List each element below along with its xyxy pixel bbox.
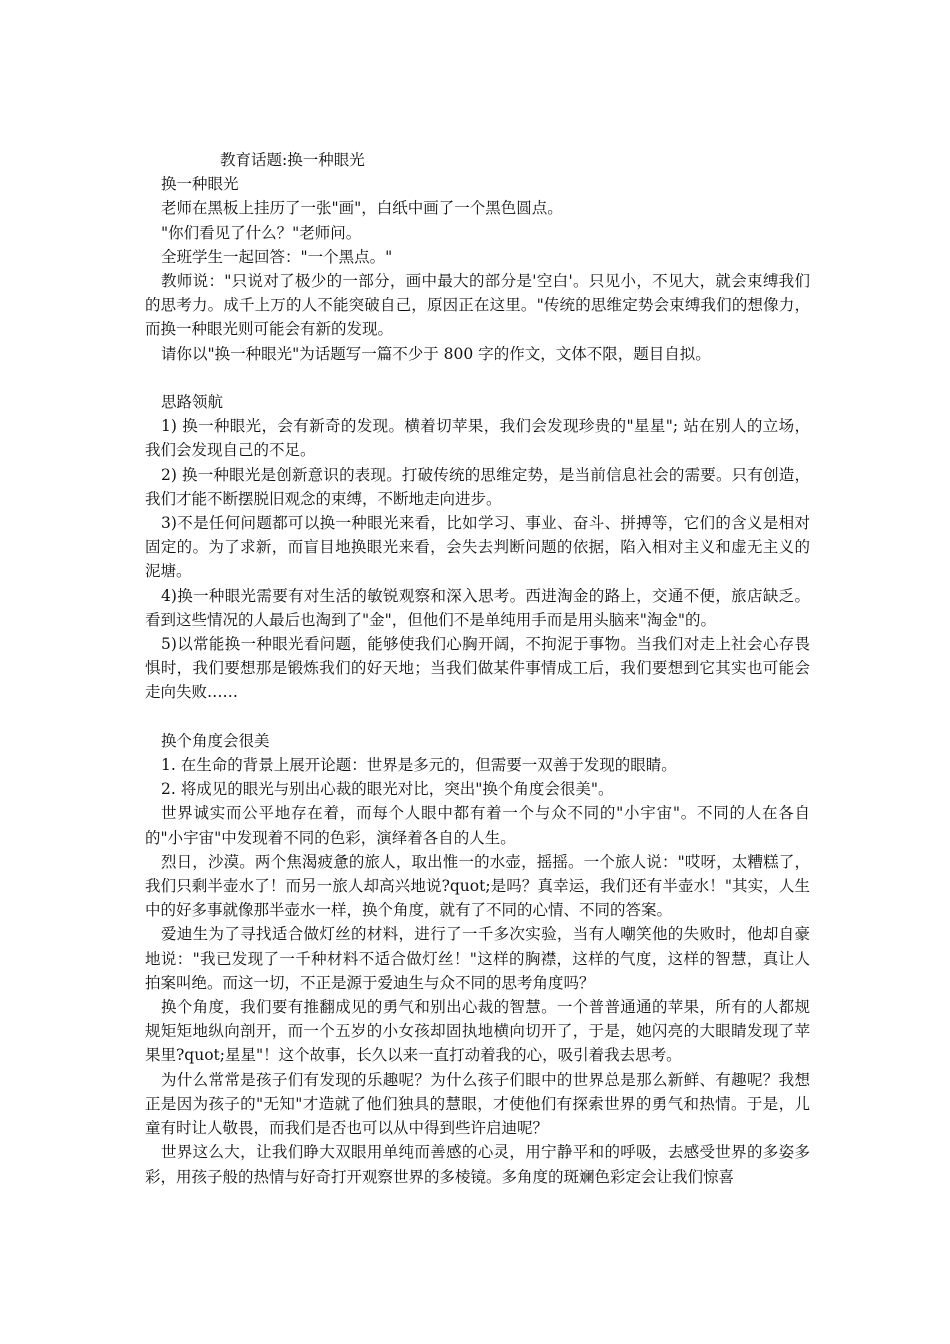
paragraph: 爱迪生为了寻找适合做灯丝的材料，进行了一千多次实验，当有人嘲笑他的失败时，他却自豪地说："我已发现了一千种材料不适合做灯丝！"这样的胸襟，这样的气度，这样的智慧，真让人拍案叫绝。而这一切，不正是源于爱迪生与众不同的思考角度吗？	[145, 925, 810, 992]
paragraph: 换一种眼光	[161, 175, 239, 194]
paragraph: 1. 在生命的背景上展开论题：世界是多元的，但需要一双善于发现的眼睛。	[161, 756, 677, 775]
paragraph: "你们看见了什么？"老师问。	[161, 223, 362, 242]
paragraph: 2) 换一种眼光是创新意识的表现。打破传统的思维定势，是当前信息社会的需要。只有创造，我们才能不断摆脱旧观念的束缚，不断地走向进步。	[145, 465, 810, 508]
paragraph: 老师在黑板上挂历了一张"画"，白纸中画了一个黑色圆点。	[161, 199, 563, 218]
paragraph: 2. 将成见的眼光与别出心裁的眼光对比，突出"换个角度会很美"。	[161, 780, 614, 799]
paragraph: 1) 换一种眼光，会有新奇的发现。横着切苹果，我们会发现珍贵的"星星"; 站在别人的立场，我们会发现自己的不足。	[145, 417, 810, 460]
blank-line	[145, 705, 810, 729]
paragraph: 烈日，沙漠。两个焦渴疲惫的旅人，取出惟一的水壶，摇摇。一个旅人说："哎呀，太糟糕了，我们只剩半壶水了！而另一旅人却高兴地说?quot;是吗？真幸运，我们还有半壶水！"其实，人生中的好多事就像那半壶水一样，换个角度，就有了不同的心情、不同的答案。	[145, 852, 810, 920]
section-heading: 思路领航	[161, 393, 224, 412]
paragraph: 为什么常常是孩子们有发现的乐趣呢？为什么孩子们眼中的世界总是那么新鲜、有趣呢？我想正是因为孩子的"无知"才造就了他们独具的慧眼，才使他们有探索世界的勇气和热情。于是，儿童有时让人敬畏，而我们是否也可以从中得到些许启迪呢？	[145, 1070, 810, 1138]
section-heading: 换个角度会很美	[161, 731, 270, 750]
paragraph: 世界这么大，让我们睁大双眼用单纯而善感的心灵，用宁静平和的呼吸，去感受世界的多姿多彩，用孩子般的热情与好奇打开观察世界的多棱镜。多角度的斑斓色彩定会让我们惊喜	[145, 1143, 810, 1186]
paragraph: 5)以常能换一种眼光看问题，能够使我们心胸开阔，不拘泥于事物。当我们对走上社会心存畏惧时，我们要想那是锻炼我们的好天地；当我们做某件事情成工后，我们要想到它其实也可能会走向失败……	[145, 635, 810, 702]
blank-line	[145, 366, 810, 390]
paragraph: 教师说："只说对了极少的一部分，画中最大的部分是'空白'。只见小，不见大，就会束缚我们的思考力。成千上万的人不能突破自己，原因正在这里。"传统的思维定势会束缚我们的想像力，而换一种眼光则可能会有新的发现。	[145, 272, 810, 339]
paragraph: 请你以"换一种眼光"为话题写一篇不少于 800 字的作文，文体不限，题目自拟。	[161, 344, 711, 363]
document-body	[145, 148, 810, 1189]
paragraph: 3)不是任何问题都可以换一种眼光来看，比如学习、事业、奋斗、拼搏等，它们的含义是相对固定的。为了求新，而盲目地换眼光来看，会失去判断问题的依据，陷入相对主义和虚无主义的泥塘。	[145, 514, 810, 581]
paragraph: 4)换一种眼光需要有对生活的敏锐观察和深入思考。西进淘金的路上，交通不便，旅店缺乏。看到这些情况的人最后也淘到了"金"，但他们不是单纯用手而是用头脑来"淘金"的。	[145, 586, 810, 629]
document-title: 教育话题:换一种眼光	[220, 151, 365, 169]
paragraph: 换个角度，我们要有推翻成见的勇气和别出心裁的智慧。一个普普通通的苹果，所有的人都规规矩矩地纵向剖开，而一个五岁的小女孩却固执地横向切开了，于是，她闪亮的大眼睛发现了苹果里?quot;星星"！这个故事，长久以来一直打动着我的心，吸引着我去思考。	[145, 998, 810, 1065]
paragraph: 全班学生一起回答："一个黑点。"	[161, 247, 393, 266]
paragraph: 世界诚实而公平地存在着，而每个人眼中都有着一个与众不同的"小宇宙"。不同的人在各自的"小宇宙"中发现着不同的色彩，演绎着各自的人生。	[145, 804, 810, 847]
